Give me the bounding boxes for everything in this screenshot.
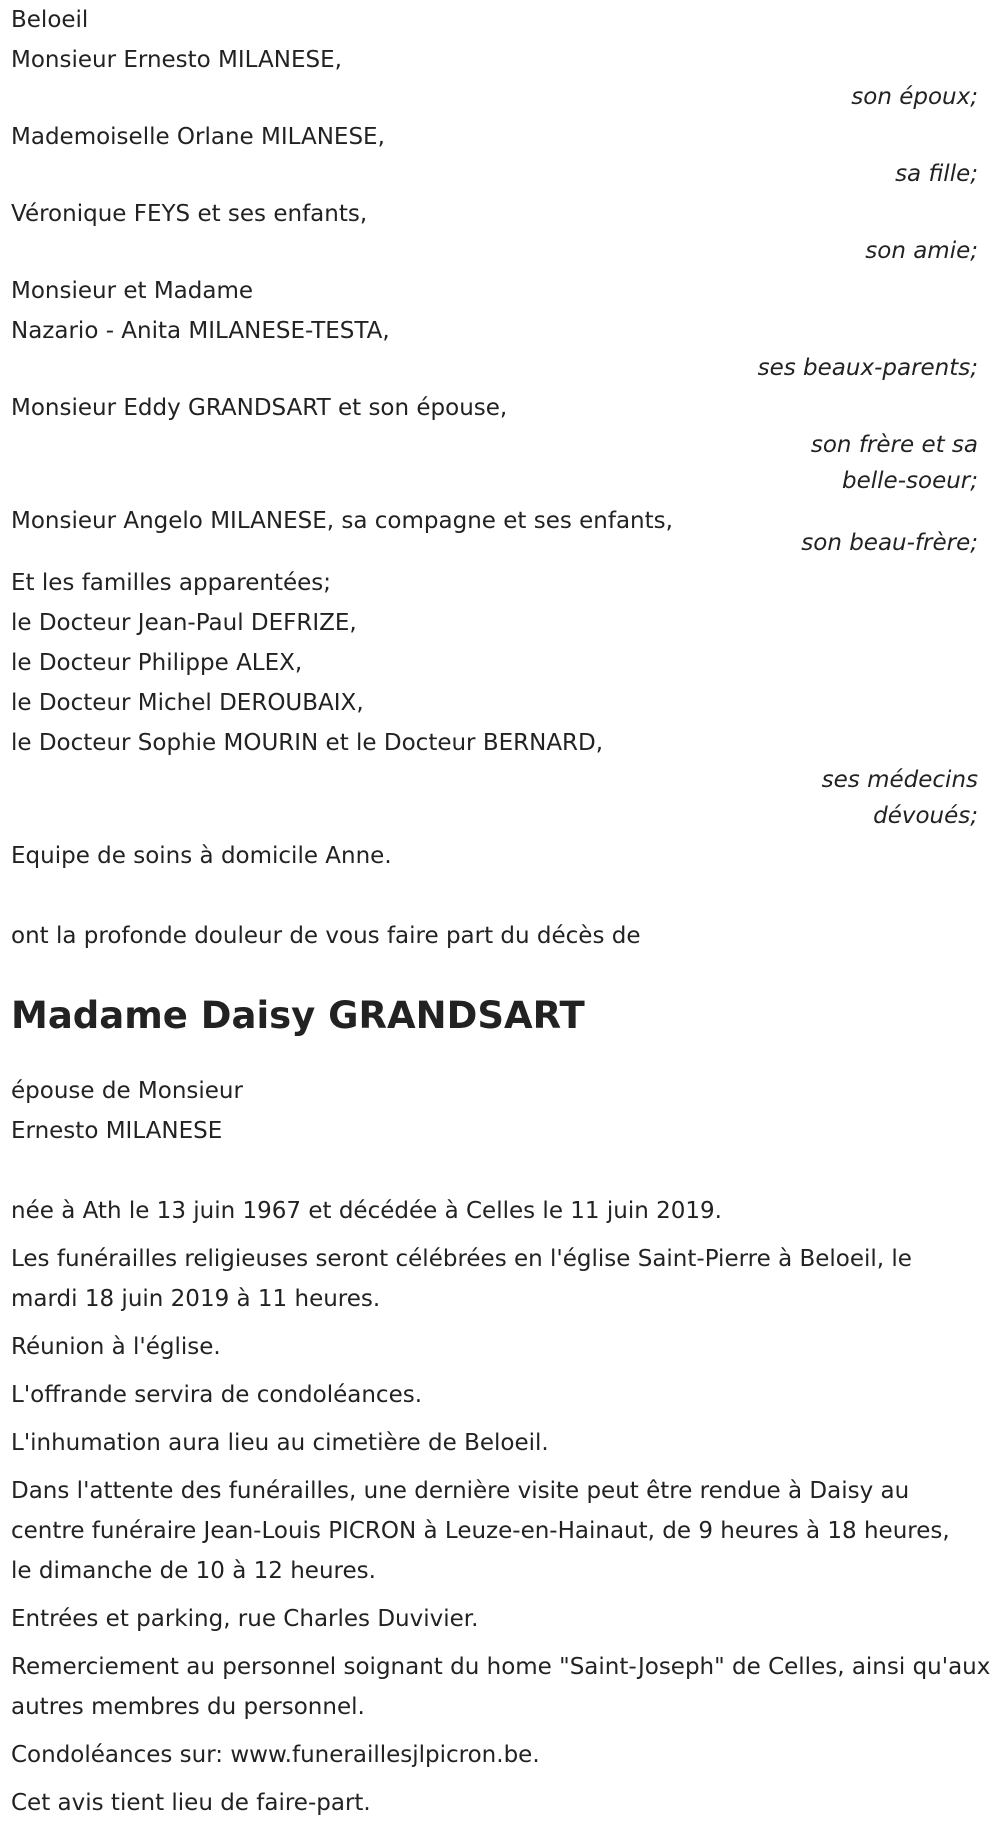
family-name: Monsieur Eddy GRANDSART et son épouse,: [11, 395, 508, 421]
announcement: ont la profonde douleur de vous faire part du décès de: [11, 923, 641, 949]
visit-info: Dans l'attente des funérailles, une dernière visite peut être rendue à Daisy au centre funéraire Jean-Louis PICRON à Leuze-en-Hainaut, de 9 heures à 18 heures, le dimanche de 10 à 12 heures.: [11, 1478, 950, 1584]
parking-info: Entrées et parking, rue Charles Duvivier.: [11, 1606, 479, 1632]
family-entry-parents-in-law: [11, 271, 990, 388]
relatives-and-doctors: [11, 563, 990, 836]
family-entry-spouse: [11, 40, 990, 117]
doctor-line: le Docteur Michel DEROUBAIX,: [11, 690, 364, 716]
family-role-line2: belle-soeur;: [842, 468, 978, 494]
offering-info: L'offrande servira de condoléances.: [11, 1382, 423, 1408]
family-role: son beau-frère;: [801, 530, 978, 556]
thanks-info: Remerciement au personnel soignant du home "Saint-Joseph" de Celles, ainsi qu'aux autres membres du personnel.: [11, 1654, 991, 1720]
family-entry-brother: [11, 388, 990, 501]
family-role: son époux;: [851, 84, 978, 110]
location: Beloeil: [11, 7, 89, 33]
doctor-line: le Docteur Philippe ALEX,: [11, 650, 303, 676]
care-team: Equipe de soins à domicile Anne.: [11, 843, 392, 869]
burial-info: L'inhumation aura lieu au cimetière de Beloeil.: [11, 1430, 549, 1456]
spouse-line2: Ernesto MILANESE: [11, 1118, 223, 1144]
meeting-info: Réunion à l'église.: [11, 1334, 221, 1360]
family-role-line1: son frère et sa: [810, 432, 978, 458]
condolences-info: Condoléances sur: www.funeraillesjlpicron.be.: [11, 1742, 540, 1768]
family-name: Monsieur Angelo MILANESE, sa compagne et ses enfants,: [11, 508, 673, 534]
family-name-line2: Nazario - Anita MILANESE-TESTA,: [11, 318, 390, 344]
family-entry-daughter: [11, 117, 990, 194]
family-name: Mademoiselle Orlane MILANESE,: [11, 124, 385, 150]
spacer: [11, 876, 990, 916]
notice-info: Cet avis tient lieu de faire-part.: [11, 1790, 371, 1816]
deceased-name: Madame Daisy GRANDSART: [11, 994, 585, 1037]
funeral-info: Les funérailles religieuses seront célébrées en l'église Saint-Pierre à Beloeil, le mardi 18 juin 2019 à 11 heures.: [11, 1246, 912, 1312]
family-name: Monsieur Ernesto MILANESE,: [11, 47, 342, 73]
family-name-line1: Monsieur et Madame: [11, 278, 254, 304]
family-role: son amie;: [865, 238, 978, 264]
relatives-line: Et les familles apparentées;: [11, 570, 332, 596]
family-role: ses beaux-parents;: [757, 355, 978, 381]
birth-death: née à Ath le 13 juin 1967 et décédée à Celles le 11 juin 2019.: [11, 1198, 722, 1224]
doctor-line: le Docteur Jean-Paul DEFRIZE,: [11, 610, 357, 636]
doctor-line: le Docteur Sophie MOURIN et le Docteur BERNARD,: [11, 730, 604, 756]
family-role: sa fille;: [895, 161, 978, 187]
family-entry-brother-in-law: [11, 501, 990, 563]
family-entry-friend: [11, 194, 990, 271]
family-name: Véronique FEYS et ses enfants,: [11, 201, 368, 227]
doctors-role-line1: ses médecins: [821, 767, 978, 793]
spouse-line1: épouse de Monsieur: [11, 1078, 243, 1104]
spacer: [11, 1151, 990, 1191]
doctors-role-line2: dévoués;: [873, 803, 978, 829]
